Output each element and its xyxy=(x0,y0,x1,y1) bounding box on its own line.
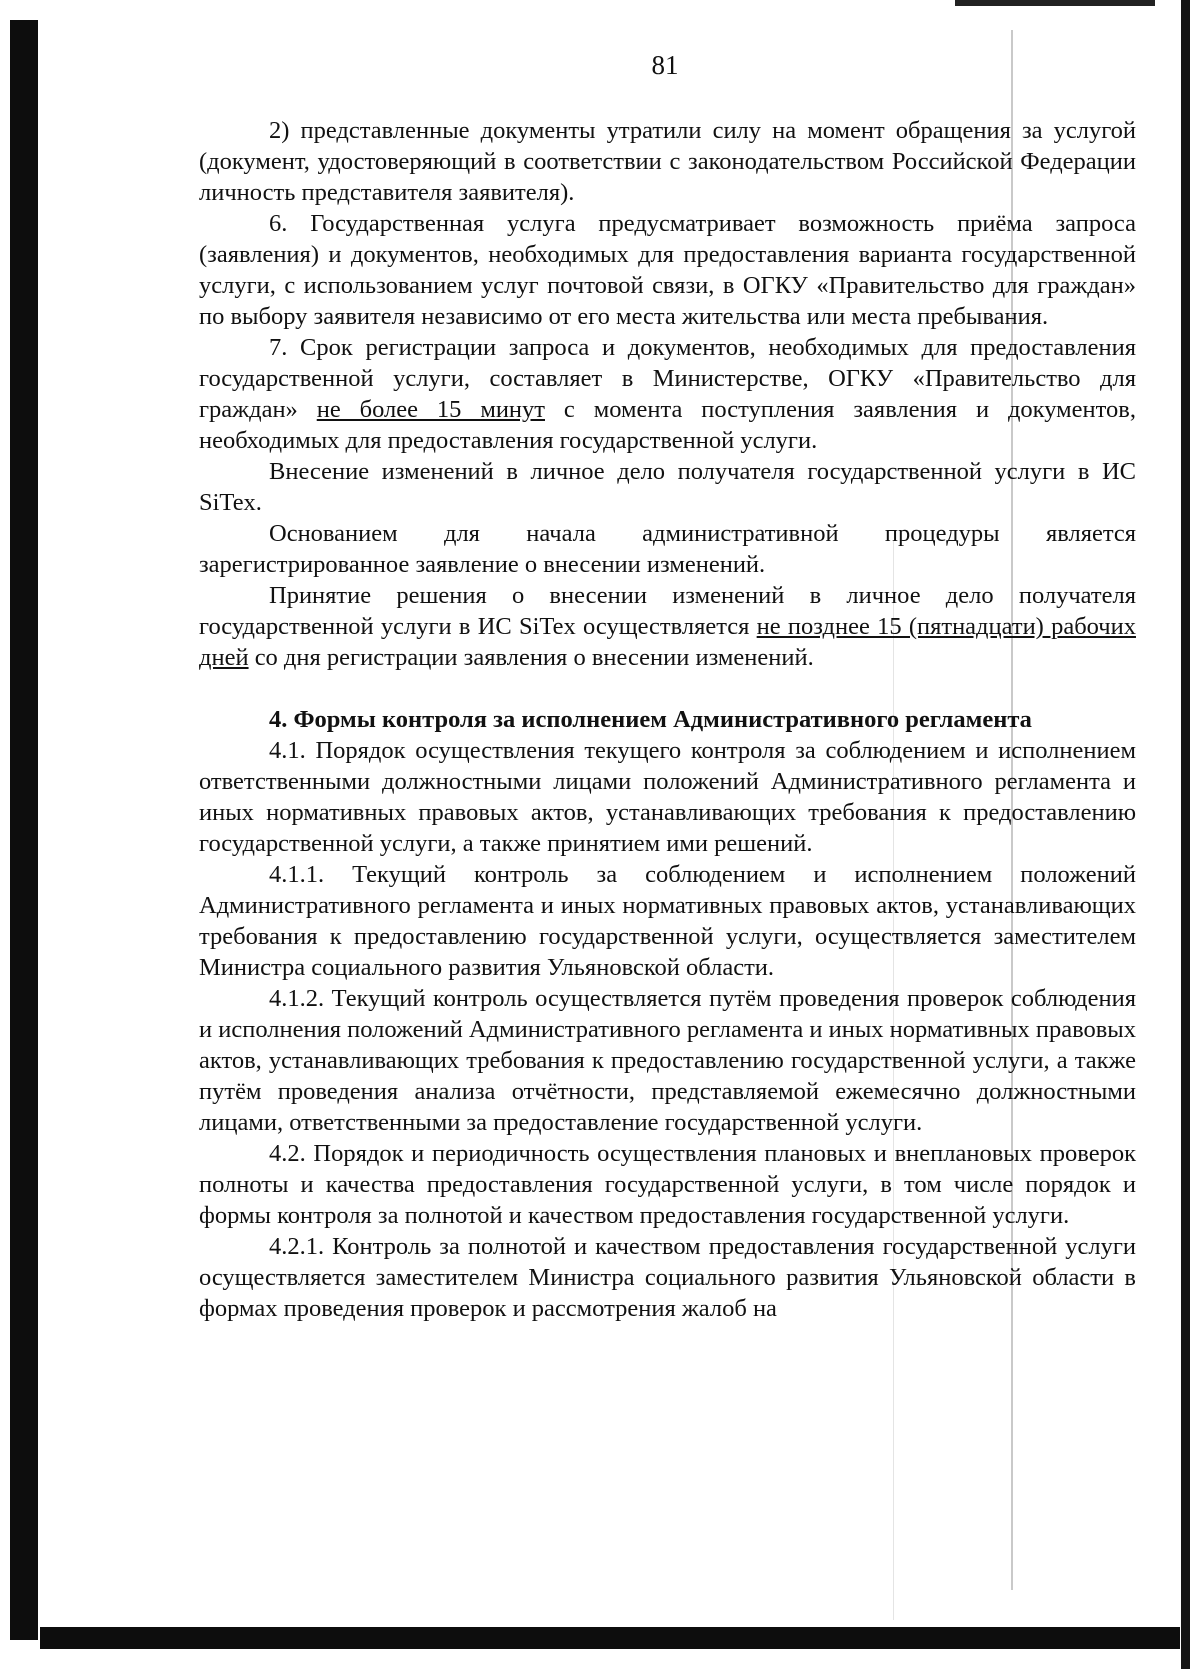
paragraph-text: Принятие решения о внесении изменений в личное дело получателя государственной услуги в ИС SiTex осуществляется xyxy=(199,582,1136,640)
paragraph: 4.1. Порядок осуществления текущего контроля за соблюдением и исполнением ответственными должностными лицами положений Административного регламента и иных нормативных правовых актов, устанавливающих требования к предоставлению государственной услуги, а также принятием ими решений. xyxy=(199,737,1136,857)
underlined-deadline: не более 15 минут xyxy=(316,396,545,423)
paragraph xyxy=(199,580,1136,673)
paragraph: 4.2. Порядок и периодичность осуществления плановых и внеплановых проверок полноты и качества предоставления государственной услуги, в том числе порядок и формы контроля за полнотой и качеством предоставления государственной услуги. xyxy=(199,1140,1136,1229)
paragraph: 4.2.1. Контроль за полнотой и качеством предоставления государственной услуги осуществляется заместителем Министра социального развития Ульяновской области в формах проведения проверок и рассмотрения жалоб на xyxy=(199,1233,1136,1322)
underlined-deadline: не позднее 15 (пятнадцати) рабочих дней xyxy=(199,613,1136,671)
paragraph: 4.1.1. Текущий контроль за соблюдением и исполнением положений Административного регламента и иных нормативных правовых актов, устанавливающих требования к предоставлению государственной услуги, осуществляется заместителем Министра социального развития Ульяновской области. xyxy=(199,861,1136,981)
section-heading: 4. Формы контроля за исполнением Административного регламента xyxy=(269,706,1032,733)
paragraph: Внесение изменений в личное дело получателя государственной услуги в ИС SiTex. xyxy=(199,458,1136,516)
scan-edge-top xyxy=(955,0,1155,6)
scan-edge-bottom xyxy=(40,1627,1180,1649)
paragraph: Основанием для начала административной процедуры является зарегистрированное заявление о внесении изменений. xyxy=(199,520,1136,578)
scan-edge-right xyxy=(1181,0,1190,1669)
paragraph-text: с момента поступления заявления и документов, необходимых для предоставления государственной услуги. xyxy=(199,396,1136,454)
paragraph: 4.1.2. Текущий контроль осуществляется путём проведения проверок соблюдения и исполнения положений Административного регламента и иных нормативных правовых актов, устанавливающих требования к предоставлению государственной услуги, а также путём проведения анализа отчётности, представляемой ежемесячно должностными лицами, ответственными за предоставление государственной услуги. xyxy=(199,985,1136,1136)
paragraph-text: 7. Срок регистрации запроса и документов, необходимых для предоставления государственной услуги, составляет в Министерстве, ОГКУ «Правительство для граждан» xyxy=(199,334,1136,423)
paragraph xyxy=(199,332,1136,456)
scan-edge-left xyxy=(10,20,38,1640)
paragraph: 2) представленные документы утратили силу на момент обращения за услугой (документ, удостоверяющий в соответствии с законодательством Российской Федерации личность представителя заявителя). xyxy=(199,117,1136,206)
paragraph-text: со дня регистрации заявления о внесении изменений. xyxy=(248,644,814,671)
page-number: 81 xyxy=(651,50,679,80)
document-body xyxy=(199,115,1136,1324)
paragraph: 6. Государственная услуга предусматривает возможность приёма запроса (заявления) и документов, необходимых для предоставления варианта государственной услуги, с использованием услуг почтовой связи, в ОГКУ «Правительство для граждан» по выбору заявителя независимо от его места жительства или места пребывания. xyxy=(199,210,1136,330)
